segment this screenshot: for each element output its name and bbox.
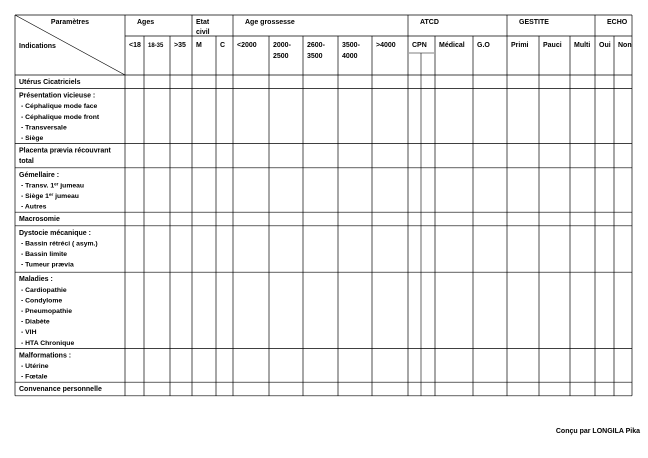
row-6-line: - Condylome: [21, 297, 63, 305]
row-3-line: Gémellaire :: [19, 171, 60, 179]
sub-header-age_grossesse: 3500: [307, 53, 323, 60]
row-6-line: Maladies :: [19, 276, 53, 284]
group-header-gestite: GESTITE: [519, 19, 549, 26]
author-credit: Conçu par LONGILA Pika: [555, 428, 640, 435]
row-1-line: - Céphalique mode front: [21, 113, 100, 121]
group-header-age_grossesse: Age grossesse: [245, 19, 295, 26]
sub-header-age_grossesse: >4000: [376, 42, 396, 49]
sub-header-etat_civil: C: [220, 42, 226, 49]
row-6-line: - Diabète: [21, 318, 50, 326]
row-1-line: - Siège: [21, 135, 44, 142]
row-6-line: - Pneumopathie: [21, 308, 72, 315]
row-1-line: - Transversale: [21, 124, 67, 132]
row-5-line: - Tumeur prævia: [21, 261, 74, 269]
sub-header-ages: <18: [129, 42, 141, 49]
sub-header-gestite: Pauci: [543, 42, 562, 49]
row-6-line: - VIH: [21, 329, 37, 337]
group-header-echo: ECHO: [607, 19, 628, 26]
sub-header-ages: >35: [174, 42, 186, 49]
row-5-line: Dystocie mécanique :: [19, 229, 91, 237]
sub-header-gestite: Multi: [574, 42, 591, 49]
sub-header-age_grossesse: 2500: [273, 53, 289, 60]
sub-header-age_grossesse: 2000-: [273, 42, 291, 49]
sub-header-atcd: Médical: [439, 42, 465, 49]
sub-header-echo: Oui: [599, 42, 611, 49]
sub-header-etat_civil: M: [196, 42, 202, 49]
row-0-line: Utérus Cicatriciels: [19, 79, 81, 86]
group-header-etat_civil: civil: [196, 29, 210, 36]
group-header-atcd: ATCD: [420, 19, 439, 26]
row-7-line: - Utérine: [21, 363, 49, 370]
group-header-ages: Ages: [137, 19, 155, 26]
group-header-etat_civil: Etat: [196, 19, 210, 26]
row-1-line: Présentation vicieuse :: [19, 92, 96, 100]
indications-label: Indications: [19, 43, 56, 50]
sub-header-atcd: G.O: [477, 42, 490, 49]
sub-header-age_grossesse: 3500-: [342, 42, 360, 49]
row-3-line: - Transv. 1er jumeau: [21, 180, 85, 190]
row-7-line: Malformations :: [19, 352, 72, 360]
row-3-line: - Autres: [21, 203, 47, 211]
row-4-line: Macrosomie: [19, 216, 60, 224]
row-5-line: - Bassin limite: [21, 251, 68, 258]
row-1-line: - Céphalique mode face: [21, 103, 98, 111]
row-8-line: Convenance personnelle: [19, 386, 102, 394]
row-6-line: - HTA Chronique: [21, 339, 75, 347]
row-3-line: - Siège 1er jumeau: [21, 191, 79, 200]
row-2-line: total: [19, 158, 34, 166]
sub-header-atcd: CPN: [412, 42, 427, 49]
sub-header-age_grossesse: 2600-: [307, 42, 325, 49]
row-7-line: - Fœtale: [21, 373, 48, 381]
sub-header-age_grossesse: <2000: [237, 42, 257, 49]
parametres-label: Paramètres: [50, 19, 90, 26]
sub-header-age_grossesse: 4000: [342, 53, 358, 60]
sub-header-gestite: Primi: [511, 42, 529, 49]
row-2-line: Placenta prævia récouvrant: [19, 147, 111, 155]
row-6-line: - Cardiopathie: [21, 286, 67, 294]
sub-header-ages: 18-35: [148, 43, 164, 49]
sub-header-echo: Non: [618, 42, 632, 49]
row-5-line: - Bassin rétréci ( asym.): [21, 240, 98, 248]
